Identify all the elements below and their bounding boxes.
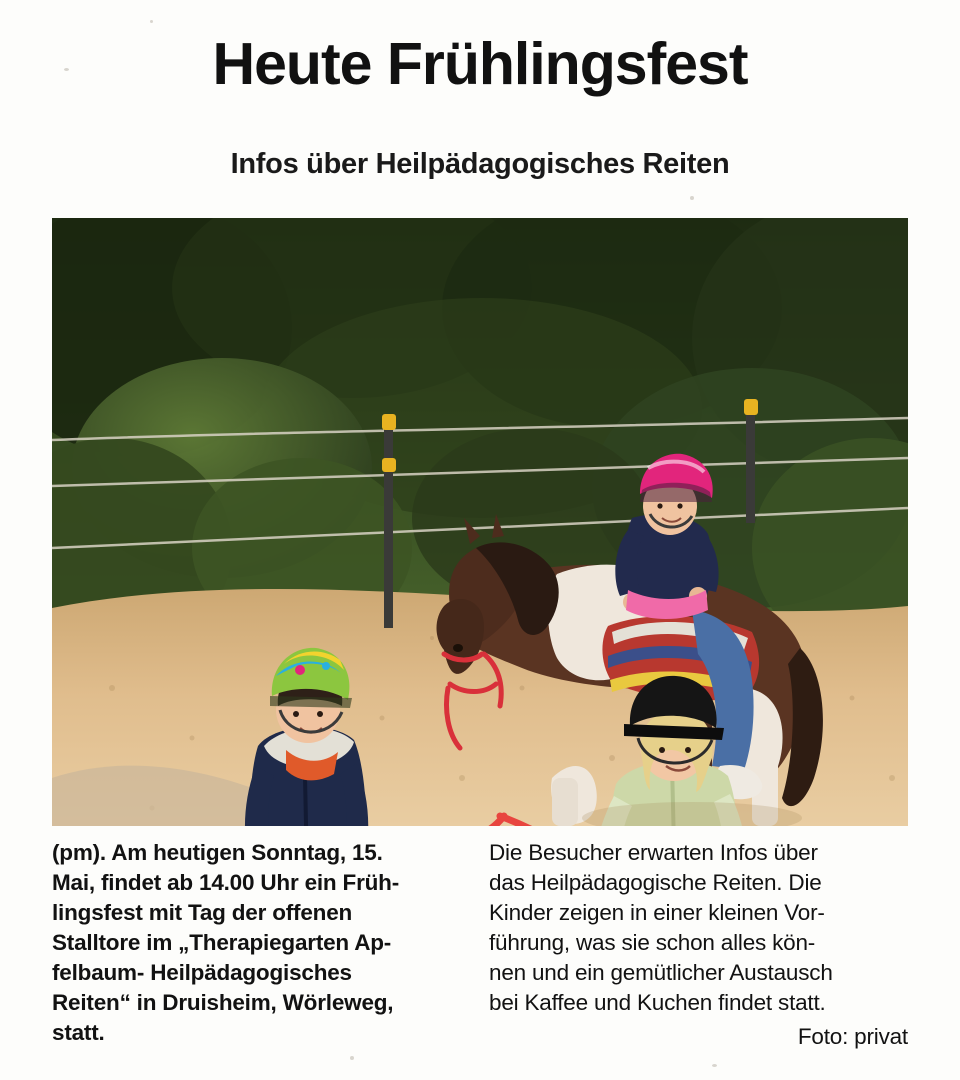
article-photo xyxy=(52,218,908,826)
body-line: nen und ein gemütlicher Austausch xyxy=(489,959,833,985)
body-line: Reiten“ in Druisheim, Wörleweg, xyxy=(52,989,394,1015)
body-line: Mai, findet ab 14.00 Uhr ein Früh- xyxy=(52,869,400,895)
subheadline: Infos über Heilpädagogisches Reiten xyxy=(230,148,730,180)
article-column-left xyxy=(52,838,471,1051)
body-line: Die Besucher erwarten Infos über xyxy=(489,840,818,865)
page-title: Heute Frühlingsfest xyxy=(212,31,748,97)
article-column-right xyxy=(489,838,908,1051)
body-line: das Heilpädagogische Reiten. Die xyxy=(489,869,822,895)
body-line: lingsfest mit Tag der offenen xyxy=(52,899,353,925)
photo-illustration xyxy=(52,218,908,826)
body-line: felbaum- Heilpädagogisches xyxy=(52,959,352,985)
body-line: statt. xyxy=(52,1019,105,1045)
photo-credit: Foto: privat xyxy=(797,1023,908,1049)
body-line: Kinder zeigen in einer kleinen Vor- xyxy=(489,899,825,925)
article-body xyxy=(52,838,908,1051)
body-line: Stalltore im „Therapiegarten Ap- xyxy=(52,929,392,955)
body-line: führung, was sie schon alles kön- xyxy=(489,929,816,955)
body-line: bei Kaffee und Kuchen findet statt. xyxy=(489,989,826,1015)
body-line: (pm). Am heutigen Sonntag, 15. xyxy=(52,840,383,865)
